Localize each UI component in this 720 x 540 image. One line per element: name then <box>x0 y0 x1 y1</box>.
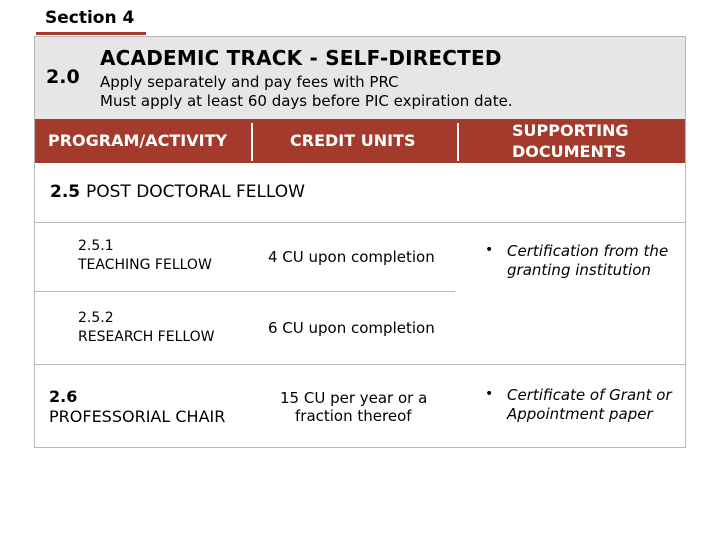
row-26-doc-1: Certificate of Grant or <box>507 386 672 404</box>
row-251-credit: 4 CU upon completion <box>268 248 435 266</box>
track-title: ACADEMIC TRACK - SELF-DIRECTED <box>100 46 502 70</box>
column-header-bar <box>35 119 685 163</box>
row-251-bullet: • <box>485 242 494 258</box>
row-divider-3 <box>35 364 685 365</box>
col-separator-2 <box>457 123 459 161</box>
col-docs-header-2: DOCUMENTS <box>512 142 627 161</box>
row-251-name: TEACHING FELLOW <box>78 257 212 273</box>
row-divider-1 <box>35 222 685 223</box>
row-26-name: PROFESSORIAL CHAIR <box>49 407 226 426</box>
col-program-header: PROGRAM/ACTIVITY <box>48 131 228 150</box>
row-26-number: 2.6 <box>49 387 78 406</box>
row-26-credit-1: 15 CU per year or a <box>280 389 428 407</box>
section-label: Section 4 <box>45 8 135 28</box>
row-252-number: 2.5.2 <box>78 310 114 326</box>
col-separator-1 <box>251 123 253 161</box>
row-26-doc-2: Appointment paper <box>507 405 653 423</box>
track-line-2: Must apply at least 60 days before PIC expiration date. <box>100 92 513 110</box>
row-251-doc-1: Certification from the <box>507 242 669 260</box>
header-number: 2.0 <box>46 66 80 88</box>
section-underline <box>36 32 146 35</box>
col-docs-header-1: SUPPORTING <box>512 121 629 140</box>
row-252-credit: 6 CU upon completion <box>268 319 435 337</box>
row-26-bullet: • <box>485 386 494 402</box>
row-251-doc-2: granting institution <box>507 261 651 279</box>
row-26-credit-2: fraction thereof <box>295 407 412 425</box>
group-title: POST DOCTORAL FELLOW <box>86 182 305 202</box>
row-divider-2 <box>35 291 455 292</box>
row-251-number: 2.5.1 <box>78 238 114 254</box>
row-252-name: RESEARCH FELLOW <box>78 329 215 345</box>
col-credit-header: CREDIT UNITS <box>290 131 416 150</box>
group-number: 2.5 <box>50 182 81 202</box>
track-line-1: Apply separately and pay fees with PRC <box>100 73 399 91</box>
